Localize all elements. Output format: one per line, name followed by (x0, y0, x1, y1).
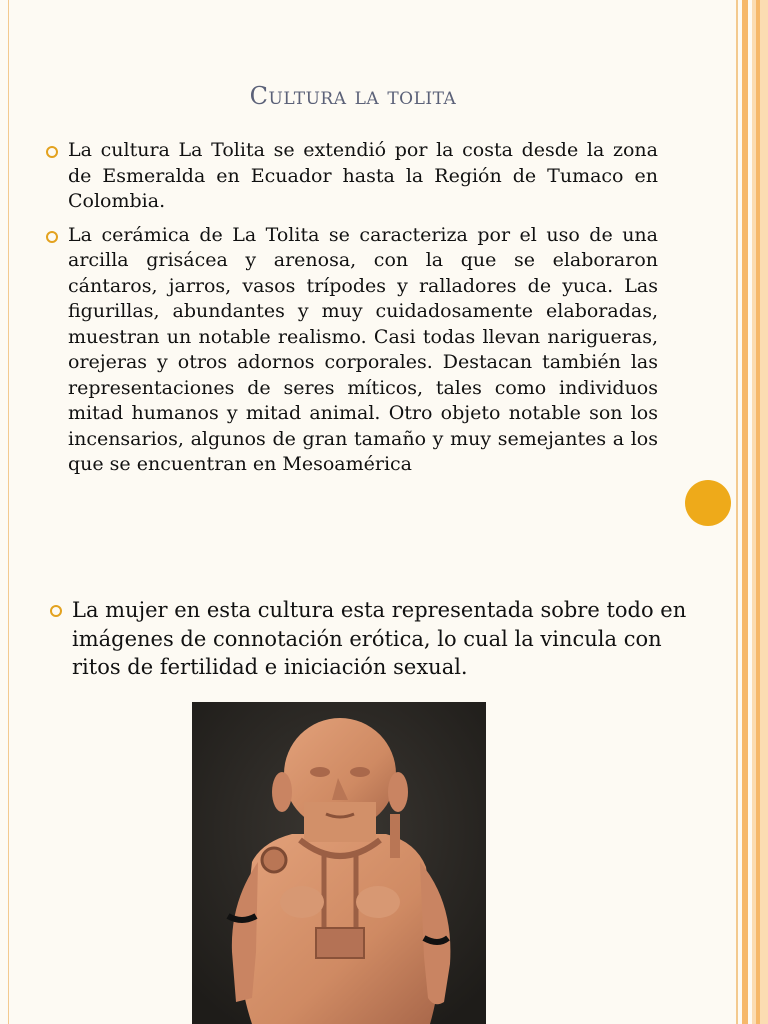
bullet-list (46, 138, 658, 486)
right-frame-stripe (756, 0, 760, 1024)
slide-title: Cultura la tolita (249, 82, 457, 110)
right-frame-band (742, 0, 748, 1024)
ring-bullet-icon (50, 605, 62, 617)
ring-bullet-icon (46, 231, 58, 243)
bullet-item-extension (46, 138, 658, 215)
decorative-orange-circle (685, 480, 731, 526)
ring-bullet-icon (46, 146, 58, 158)
bullet-item-mujer (50, 596, 692, 682)
bullet-text: La cerámica de La Tolita se caracteriza por el uso de una arcilla grisácea y arenosa, con la que se elaboraron cántaros, jarros, vasos trípodes y ralladores de yuca. Las figurillas, abundantes y muy cuidadosamente elaboradas, muestran un notable realismo. Casi todas llevan narigueras, orejeras y otros adornos corporales. Destacan también las representaciones de seres míticos, tales como individuos mitad humanos y mitad animal. Otro objeto notable son los incensarios, algunos de gran tamaño y muy semejantes a los que se encuentran en Mesoamérica (68, 223, 658, 475)
left-frame-line (0, 0, 9, 1024)
right-frame-line (736, 0, 738, 1024)
bullet-text: La mujer en esta cultura esta representada sobre todo en imágenes de connotación erótica, lo cual la vincula con ritos de fertilidad e iniciación sexual. (72, 598, 687, 679)
bullet-item-ceramica (46, 223, 658, 478)
figurine-photo (192, 702, 486, 1024)
bullet-text: La cultura La Tolita se extendió por la costa desde la zona de Esmeralda en Ecuador hasta la Región de Tumaco en Colombia. (68, 139, 658, 212)
right-frame-edge (752, 0, 768, 1024)
ceramic-figurine-image (192, 702, 486, 1024)
